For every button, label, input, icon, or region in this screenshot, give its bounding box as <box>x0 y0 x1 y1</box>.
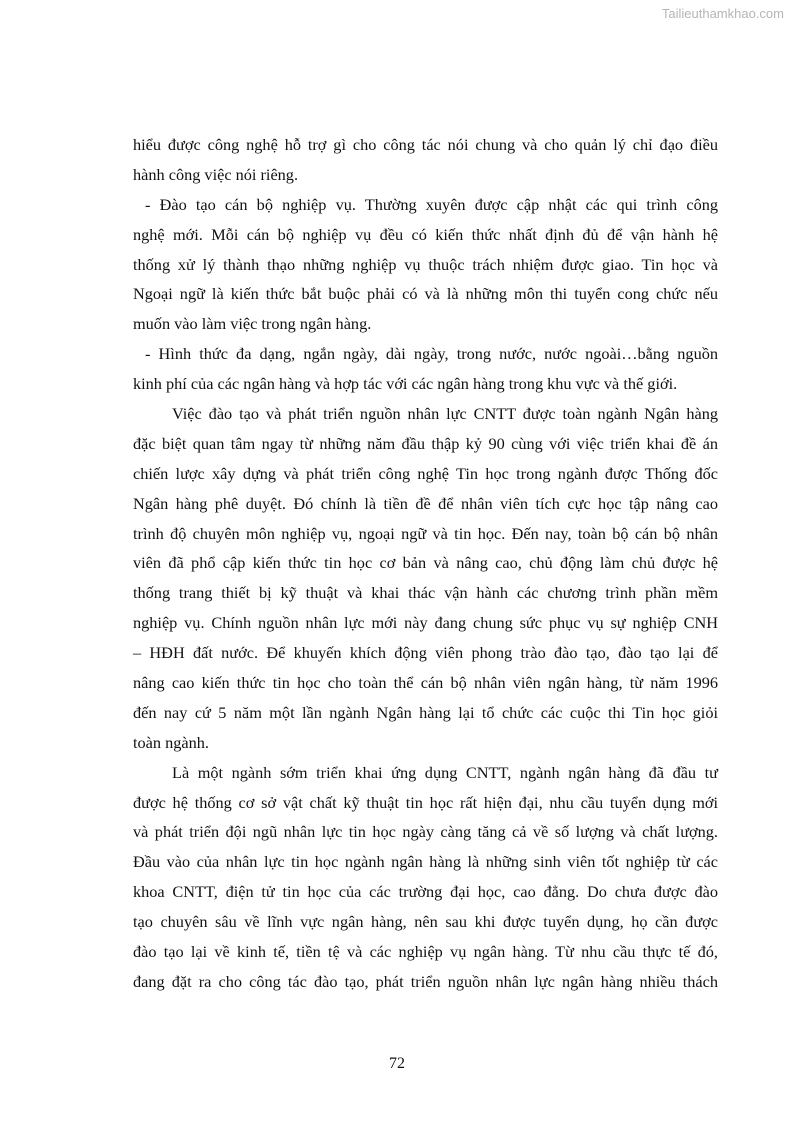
text-line: viên đã phổ cập kiến thức tin học cơ bản và nâng cao, chủ động làm chủ được hệ <box>133 553 718 573</box>
text-line: – HĐH đất nước. Để khuyến khích động viên phong trào đào tạo, đào tạo lại để <box>133 643 718 663</box>
text-line: và phát triển đội ngũ nhân lực tin học ngày càng tăng cả về số lượng và chất lượng. <box>133 822 718 842</box>
text-line: thống xử lý thành thạo những nghiệp vụ thuộc trách nhiệm được giao. Tin học và <box>133 254 718 274</box>
text-line: đang đặt ra cho công tác đào tạo, phát triển nguồn nhân lực ngân hàng nhiều thách <box>133 971 718 991</box>
text-line: Là một ngành sớm triển khai ứng dụng CNTT, ngành ngân hàng đã đầu tư <box>172 762 718 782</box>
text-line: tạo chuyên sâu về lĩnh vực ngân hàng, nên sau khi được tuyển dụng, họ cần được <box>133 912 718 932</box>
text-line: nghệ mới. Mỗi cán bộ nghiệp vụ đều có kiến thức nhất định đủ để vận hành hệ <box>133 224 718 244</box>
text-line: Ngoại ngữ là kiến thức bắt buộc phải có và là những môn thi tuyển cong chức nếu <box>133 284 718 304</box>
text-line: khoa CNTT, điện tử tin học của các trường đại học, cao đẳng. Do chưa được đào <box>133 882 718 902</box>
text-line: đến nay cứ 5 năm một lần ngành Ngân hàng lại tổ chức các cuộc thi Tin học giỏi <box>133 702 718 722</box>
text-line: - Đào tạo cán bộ nghiệp vụ. Thường xuyên được cập nhật các qui trình công <box>145 194 718 214</box>
text-line: toàn ngành. <box>133 732 209 752</box>
text-line: đặc biệt quan tâm ngay từ những năm đầu thập kỷ 90 cùng với việc triển khai đề án <box>133 433 718 453</box>
text-line: hành công việc nói riêng. <box>133 164 299 184</box>
text-line: chiến lược xây dựng và phát triển công nghệ Tin học trong ngành được Thống đốc <box>133 463 718 483</box>
text-line: Đầu vào của nhân lực tin học ngành ngân hàng là những sinh viên tốt nghiệp từ các <box>133 852 718 872</box>
text-line: Việc đào tạo và phát triển nguồn nhân lực CNTT được toàn ngành Ngân hàng <box>172 404 718 424</box>
text-line: nghiệp vụ. Chính nguồn nhân lực mới này đang chung sức phục vụ sự nghiệp CNH <box>133 613 718 633</box>
watermark: Tailieuthamkhao.com <box>661 6 784 21</box>
text-line: muốn vào làm việc trong ngân hàng. <box>133 314 372 334</box>
text-line: kinh phí của các ngân hàng và hợp tác với các ngân hàng trong khu vực và thế giới. <box>133 374 678 394</box>
text-line: trình độ chuyên môn nghiệp vụ, ngoại ngữ và tin học. Đến nay, toàn bộ cán bộ nhân <box>133 523 718 543</box>
text-line: đào tạo lại về kinh tế, tiền tệ và các nghiệp vụ ngân hàng. Từ nhu cầu thực tế đó, <box>133 942 718 962</box>
text-line: nâng cao kiến thức tin học cho toàn thể cán bộ nhân viên ngân hàng, từ năm 1996 <box>133 673 718 693</box>
text-line: được hệ thống cơ sở vật chất kỹ thuật tin học rất hiện đại, nhu cầu tuyển dụng mới <box>133 792 718 812</box>
text-line: - Hình thức đa dạng, ngắn ngày, dài ngày, trong nước, nước ngoài…bằng nguồn <box>145 344 718 364</box>
text-line: hiểu được công nghệ hỗ trợ gì cho công tác nói chung và cho quản lý chỉ đạo điều <box>133 135 718 154</box>
page-number: 72 <box>389 1055 405 1072</box>
text-line: Ngân hàng phê duyệt. Đó chính là tiền đề để nhân viên tích cực học tập nâng cao <box>133 493 718 513</box>
text-line: thống trang thiết bị kỹ thuật và khai thác vận hành các chương trình phần mềm <box>133 583 718 603</box>
document-body <box>133 130 718 997</box>
